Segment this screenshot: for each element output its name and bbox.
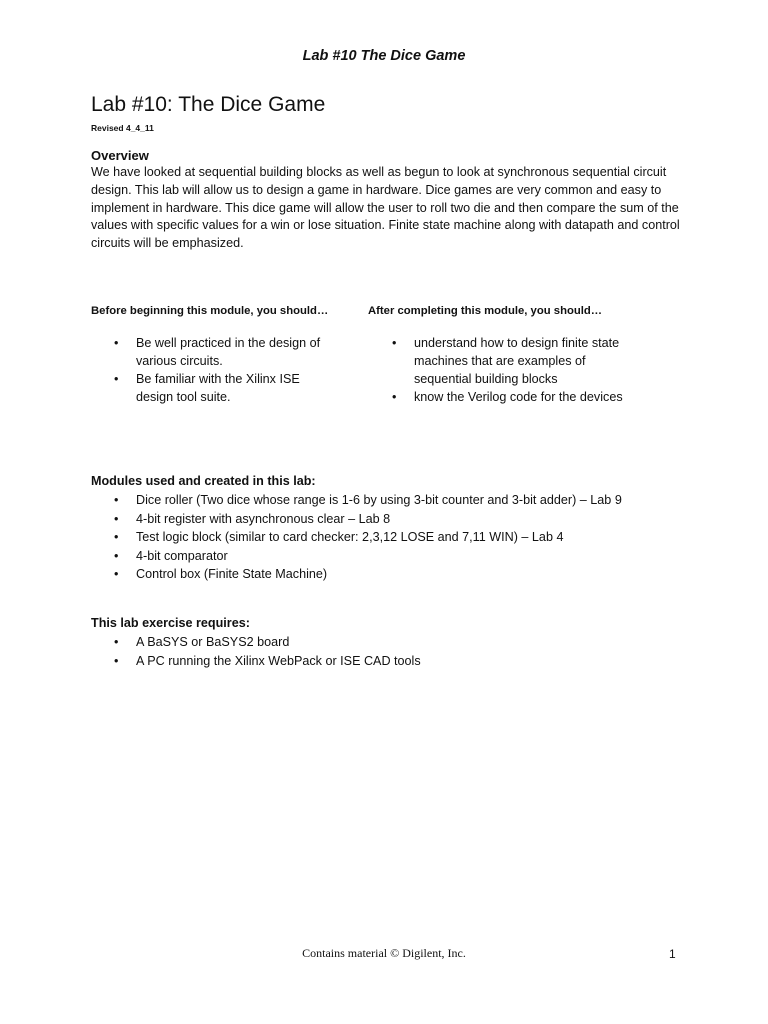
- list-item: • 4-bit comparator: [114, 547, 694, 566]
- modules-list: [114, 491, 694, 584]
- before-list: [114, 334, 336, 406]
- list-item: • Test logic block (similar to card checker: 2,3,12 LOSE and 7,11 WIN) – Lab 4: [114, 528, 694, 547]
- list-item: • Dice roller (Two dice whose range is 1-6 by using 3-bit counter and 3-bit adder) – Lab 9: [114, 491, 694, 510]
- list-item: • Be familiar with the Xilinx ISE design tool suite.: [114, 370, 336, 406]
- list-item: • 4-bit register with asynchronous clear – Lab 8: [114, 510, 694, 529]
- running-header: Lab #10 The Dice Game: [302, 48, 466, 64]
- overview-heading: Overview: [91, 148, 149, 163]
- list-item: • A BaSYS or BaSYS2 board: [114, 633, 694, 652]
- list-item: • Be well practiced in the design of various circuits.: [114, 334, 336, 370]
- after-list: [392, 334, 632, 406]
- overview-paragraph: We have looked at sequential building blocks as well as begun to look at synchronous sequential circuit design. This lab will allow us to design a game in hardware. Dice games are very common and easy to implement in hardware. This dice game will allow the user to roll two die and then compare the sum of the values with specific values for a win or lose situation. Finite state machine along with datapath and control circuits will be emphasized.: [91, 165, 680, 251]
- after-heading: After completing this module, you should…: [368, 305, 603, 317]
- requires-heading: This lab exercise requires:: [91, 616, 250, 630]
- list-item: • understand how to design finite state machines that are examples of sequential building blocks: [392, 334, 632, 388]
- modules-heading: Modules used and created in this lab:: [91, 474, 316, 488]
- revision-note: Revised 4_4_11: [91, 123, 154, 133]
- list-item: • A PC running the Xilinx WebPack or ISE CAD tools: [114, 652, 694, 671]
- document-title: Lab #10: The Dice Game: [91, 93, 326, 116]
- list-item: • Control box (Finite State Machine): [114, 565, 694, 584]
- page-number: 1: [669, 947, 676, 961]
- copyright-footer: Contains material © Digilent, Inc.: [302, 946, 466, 960]
- list-item: • know the Verilog code for the devices: [392, 388, 632, 406]
- before-heading: Before beginning this module, you should…: [91, 305, 329, 317]
- requires-list: [114, 633, 694, 670]
